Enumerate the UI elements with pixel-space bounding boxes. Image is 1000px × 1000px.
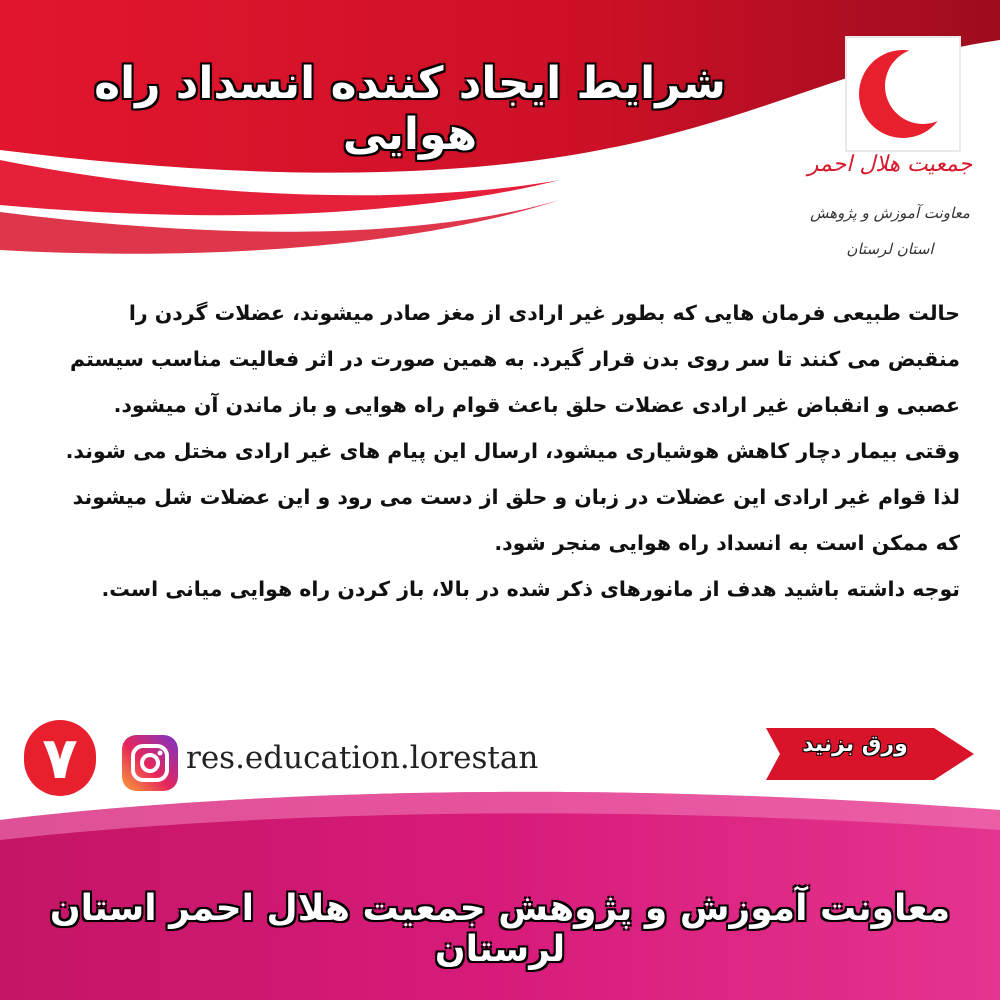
footer-text: معاونت آموزش و پژوهش جمعیت هلال احمر استان لرستان — [49, 888, 951, 970]
page-number-badge: ۷ — [24, 720, 96, 796]
org-subtitle: معاونت آموزش و پژوهش — [810, 204, 970, 222]
org-region: استان لرستان — [846, 240, 934, 258]
body-line: لذا قوام غیر ارادی این عضلات در زبان و حلق از دست می رود و این عضلات شل میشوند — [72, 485, 960, 509]
body-line: حالت طبیعی فرمان هایی که بطور غیر ارادی از مغز صادر میشوند، عضلات گردن را — [128, 301, 960, 325]
instagram-icon[interactable] — [122, 735, 178, 791]
body-line: عصبی و انقباض غیر ارادی عضلات حلق باعث قوام راه هوایی و باز ماندن آن میشود. — [113, 393, 960, 417]
red-crescent-logo — [845, 36, 961, 152]
body-line: وقتی بیمار دچار کاهش هوشیاری میشود، ارسال این پیام های غیر ارادی مختل می شوند. — [65, 439, 960, 463]
body-line: که ممکن است به انسداد راه هوایی منجر شود. — [494, 531, 960, 555]
body-line: منقبض می کنند تا سر روی بدن قرار گیرد. به همین صورت در اثر فعالیت مناسب سیستم — [70, 347, 960, 371]
body-line: توجه داشته باشید هدف از مانورهای ذکر شده در بالا، باز کردن راه هوایی میانی است. — [101, 577, 960, 601]
org-name: جمعیت هلال احمر — [807, 152, 973, 177]
crescent-icon — [847, 38, 959, 150]
instagram-handle[interactable]: res.education.lorestan — [186, 740, 539, 776]
body-text — [40, 290, 960, 612]
swipe-label[interactable]: ورق بزنید — [802, 732, 908, 757]
page-title: شرایط ایجاد کننده انسداد راه هوایی — [94, 58, 726, 160]
